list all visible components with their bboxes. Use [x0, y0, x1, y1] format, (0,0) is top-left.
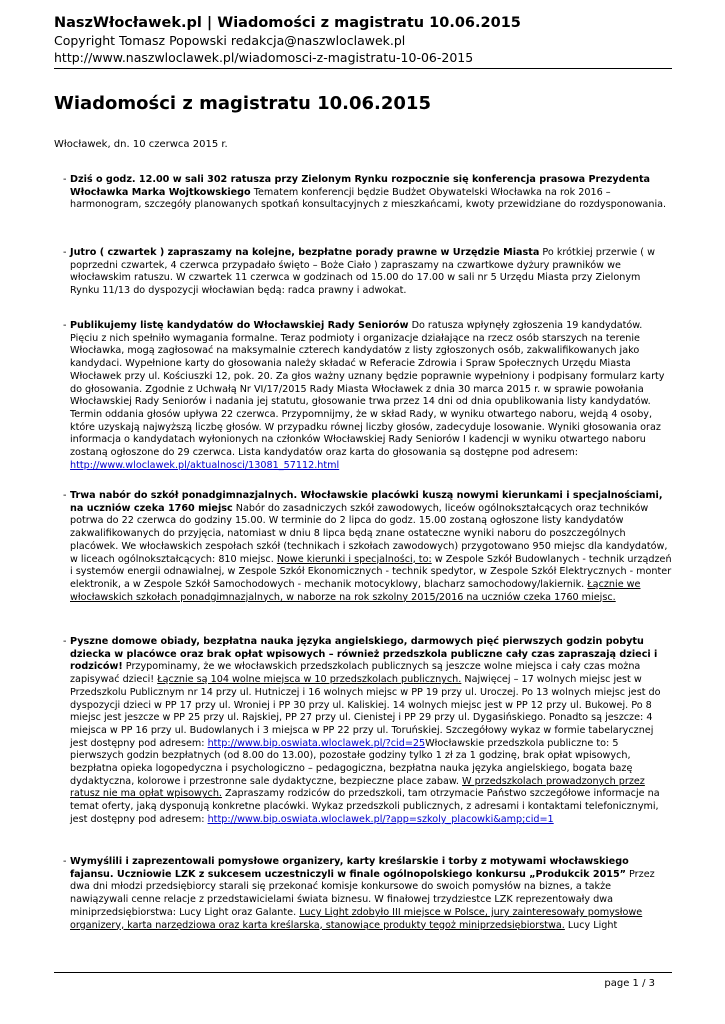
underlined-text: W przedszkolach prowadzonych przez ratusz nie ma opłat wpisowych. — [70, 775, 645, 800]
news-body: w Zespole Szkół Budowlanych - technik urządzeń i systemów energii odnawialnej, w Zespole Szkół Ekonomicznych - technik spedytor, w Zespole Szkół Elektrycznych - monter elektronik, a w Zespole Szkół Samochodowych - mechanik motocyklowy, blacharz samochodowy/lakiernik. — [70, 553, 672, 590]
bullet-dash: - — [63, 174, 67, 185]
underlined-text: Lucy Light zdobyło III miejsce w Polsce, jury zainteresowały pomysłowe organizery, karta narzędziowa oraz karta kreślarska, stanowiące produkty tegoż miniprzedsiębiorstwa. — [70, 906, 643, 931]
site-title: NaszWłocławek.pl | Wiadomości z magistratu 10.06.2015 — [54, 15, 521, 31]
news-body: Przez dwa dni młodzi przedsiębiorcy starali się przekonać komisje konkursowe do swoich pomysłów na biznes, a także nawiązywali cenne relacje z przedstawicielami świata biznesu. W finałowej trzydziestce LZK reprezentowały dwa miniprzedsiębiorstwa: Lucy Light oraz Galante. — [70, 868, 655, 918]
source-url: http://www.naszwloclawek.pl/wiadomosci-z-magistratu-10-06-2015 — [54, 50, 474, 65]
news-link[interactable]: http://www.bip.oswiata.wloclawek.pl/?app=szkoly_placowki&amp;cid=1 — [207, 813, 554, 825]
page-title: Wiadomości z magistratu 10.06.2015 — [54, 93, 431, 114]
bullet-dash: - — [63, 247, 67, 258]
news-body: Nabór do zasadniczych szkół zawodowych, liceów ogólnokształcących oraz techników potrwa do 22 czerwca do godziny 15.00. W terminie do 2 lipca do godz. 15.00 zostaną ogłoszone listy kandydatów zakwalifikowanych do przyjęcia, natomiast w dniu 8 lipca będą znane ostateczne wyniki naboru do poszczególnych placówek. We włocławskich zespołach szkół (technikach i szkołach zawodowych) przygotowano 950 miejsc dla kandydatów, w liceach ogólnokształcących: 810 miejsc. — [70, 502, 668, 565]
underlined-text: Nowe kierunki i specjalności, to: — [276, 553, 432, 565]
news-body: Lucy Light — [564, 919, 618, 931]
news-body: Przypominamy, że we włocławskich przedszkolach publicznych są jeszcze wolne miejsca i cały czas można zapisywać dzieci! — [70, 661, 641, 686]
news-item — [63, 247, 672, 298]
bullet-dash: - — [63, 320, 67, 331]
news-item — [63, 636, 672, 827]
news-item — [63, 320, 672, 472]
footer-divider — [54, 972, 672, 973]
news-link[interactable]: http://www.bip.oswiata.wloclawek.pl/?cid=25 — [207, 737, 426, 749]
news-headline: Pyszne domowe obiady, bezpłatna nauka języka angielskiego, darmowych pięć pierwszych godzin pobytu dziecka w placówce oraz brak opłat wpisowych – również przedszkola publiczne cały czas zapraszają dzieci i rodziców! — [70, 636, 658, 673]
copyright-line: Copyright Tomasz Popowski redakcja@naszwloclawek.pl — [54, 33, 406, 48]
news-body: Po krótkiej przerwie ( w poprzedni czwartek, 4 czerwca przypadało święto – Boże Ciało ) zapraszamy na czwartkowe dyżury prawników we włocławskim ratuszu. W czwartek 11 czerwca w godzinach od 15.00 do 17.00 w sali nr 5 Urzędu Miasta przy Zielonym Rynku 11/13 do dyspozycji włocławian będą: radca prawny i adwokat. — [70, 247, 655, 297]
news-link[interactable]: http://www.wloclawek.pl/aktualnosci/13081_57112.html — [70, 459, 340, 471]
news-body: Zapraszamy rodziców do przedszkoli, tam otrzymacie Państwo szczegółowe informacje na temat oferty, jaką dysponują konkretne placówki. Wykaz przedszkoli publicznych, z adresami i kontaktami telefonicznymi, jest dostępny pod adresem: — [70, 788, 660, 825]
header-divider — [54, 68, 672, 69]
news-headline: Publikujemy listę kandydatów do Włocławskiej Rady Seniorów — [70, 320, 409, 331]
news-item — [63, 856, 672, 932]
bullet-dash: - — [63, 856, 67, 867]
page-number: page 1 / 3 — [604, 978, 655, 989]
dateline: Włocławek, dn. 10 czerwca 2015 r. — [54, 139, 228, 150]
bullet-dash: - — [63, 490, 67, 501]
news-headline: Wymyślili i zaprezentowali pomysłowe organizery, karty kreślarskie i torby z motywami włocławskiego fajansu. Uczniowie LZK z sukcesem uczestniczyli w finale ogólnopolskiego konkursu „Produkcik 2015” — [70, 856, 629, 880]
news-item — [63, 174, 672, 212]
news-headline: Jutro ( czwartek ) zapraszamy na kolejne, bezpłatne porady prawne w Urzędzie Miasta — [70, 247, 540, 258]
news-headline: Trwa nabór do szkół ponadgimnazjalnych. Włocławskie placówki kuszą nowymi kierunkami i specjalnościami, na uczniów czeka 1760 miejsc — [70, 490, 663, 514]
bullet-dash: - — [63, 636, 67, 647]
news-headline: Dziś o godz. 12.00 w sali 302 ratusza przy Zielonym Rynku rozpocznie się konferencja prasowa Prezydenta Włocławka Marka Wojtkowskiego — [70, 174, 651, 198]
news-body: Najwięcej – 17 wolnych miejsc jest w Przedszkolu Publicznym nr 14 przy ul. Hutniczej i 16 wolnych miejsc w PP 19 przy ul. Uroczej. Po 13 wolnych miejsc jest do dyspozycji dzieci w PP 17 przy ul. Wroniej i PP 30 przy ul. Kaliskiej. 14 wolnych miejsc jest w PP 12 przy ul. Bukowej. Po 8 miejsc jest jeszcze w PP 25 przy ul. Rajskiej, PP 27 przy ul. Cienistej i PP 29 przy ul. Dygasińskiego. Ponadto są jeszcze: 4 miejsca w PP 16 przy ul. Budowlanych i 3 miejsca w PP 22 przy ul. Toruńskiej. Szczegółowy wykaz w formie tabelarycznej jest dostępny pod adresem: — [70, 674, 661, 749]
underlined-text: Łącznie są 104 wolne miejsca w 10 przedszkolach publicznych. — [157, 674, 462, 686]
news-body: Tematem konferencji będzie Budżet Obywatelski Włocławka na rok 2016 – harmonogram, szczegóły planowanych spotkań konsultacyjnych z mieszkańcami, kwoty przewidziane do rozdysponowania. — [70, 186, 667, 211]
news-body: Do ratusza wpłynęły zgłoszenia 19 kandydatów. Pięciu z nich spełniło wymagania formalne. Teraz podmioty i organizacje działające na rzecz osób starszych na terenie Włocławka, mogą zagłosować na maksymalnie czterech kandydatów z listy zgłoszonych osób, zakwalifikowanych jako kandydaci. Wypełnione karty do głosowania należy składać w Referacie Zdrowia i Spraw Społecznych Urzędu Miasta Włocławek przy ul. Kościuszki 12, pok. 20. Za głos ważny uznany będzie poprawnie wypełniony i podpisany formularz karty do głosowania. Zgodnie z Uchwałą Nr VI/17/2015 Rady Miasta Włocławek z dnia 30 marca 2015 r. w sprawie powołania Włocławskiej Rady Seniorów i nadania jej statutu, głosowanie trwa przez 14 dni od dnia opublikowania listy kandydatów. Termin oddania głosów upływa 22 czerwca. Przypomnijmy, że w skład Rady, w wyniku otwartego naboru, wejdą 4 osoby, które uzyskają najwyższą liczbę głosów. W przypadku równej liczby głosów, zadecyduje losowanie. Wyniki głosowania oraz informacja o kandydatach wyłonionych na członków Włocławskiej Rady Seniorów I kadencji w wyniku otwartego naboru zostaną ogłoszone do 29 czerwca. Lista kandydatów oraz karta do głosowania są dostępne pod adresem: — [70, 320, 665, 459]
document-header — [54, 14, 674, 66]
news-item — [63, 490, 672, 604]
underlined-text: Łącznie we włocławskich szkołach ponadgimnazjalnych, w naborze na rok szkolny 2015/2016 na uczniów czeka 1760 miejsc. — [70, 578, 641, 603]
news-body: Włocławskie przedszkola publiczne to: 5 pierwszych godzin bezpłatnych (od 8.00 do 13.00), pozostałe godziny tylko 1 zł za 1 godzinę, brak opłat wpisowych, bezpłatna opieka logopedyczna i psychologiczno – pedagogiczna, bezpłatna nauka języka angielskiego, bogata bazę dydaktyczna, kolorowe i przestronne sale dydaktyczne, bezpieczne place zabaw. — [70, 737, 633, 787]
